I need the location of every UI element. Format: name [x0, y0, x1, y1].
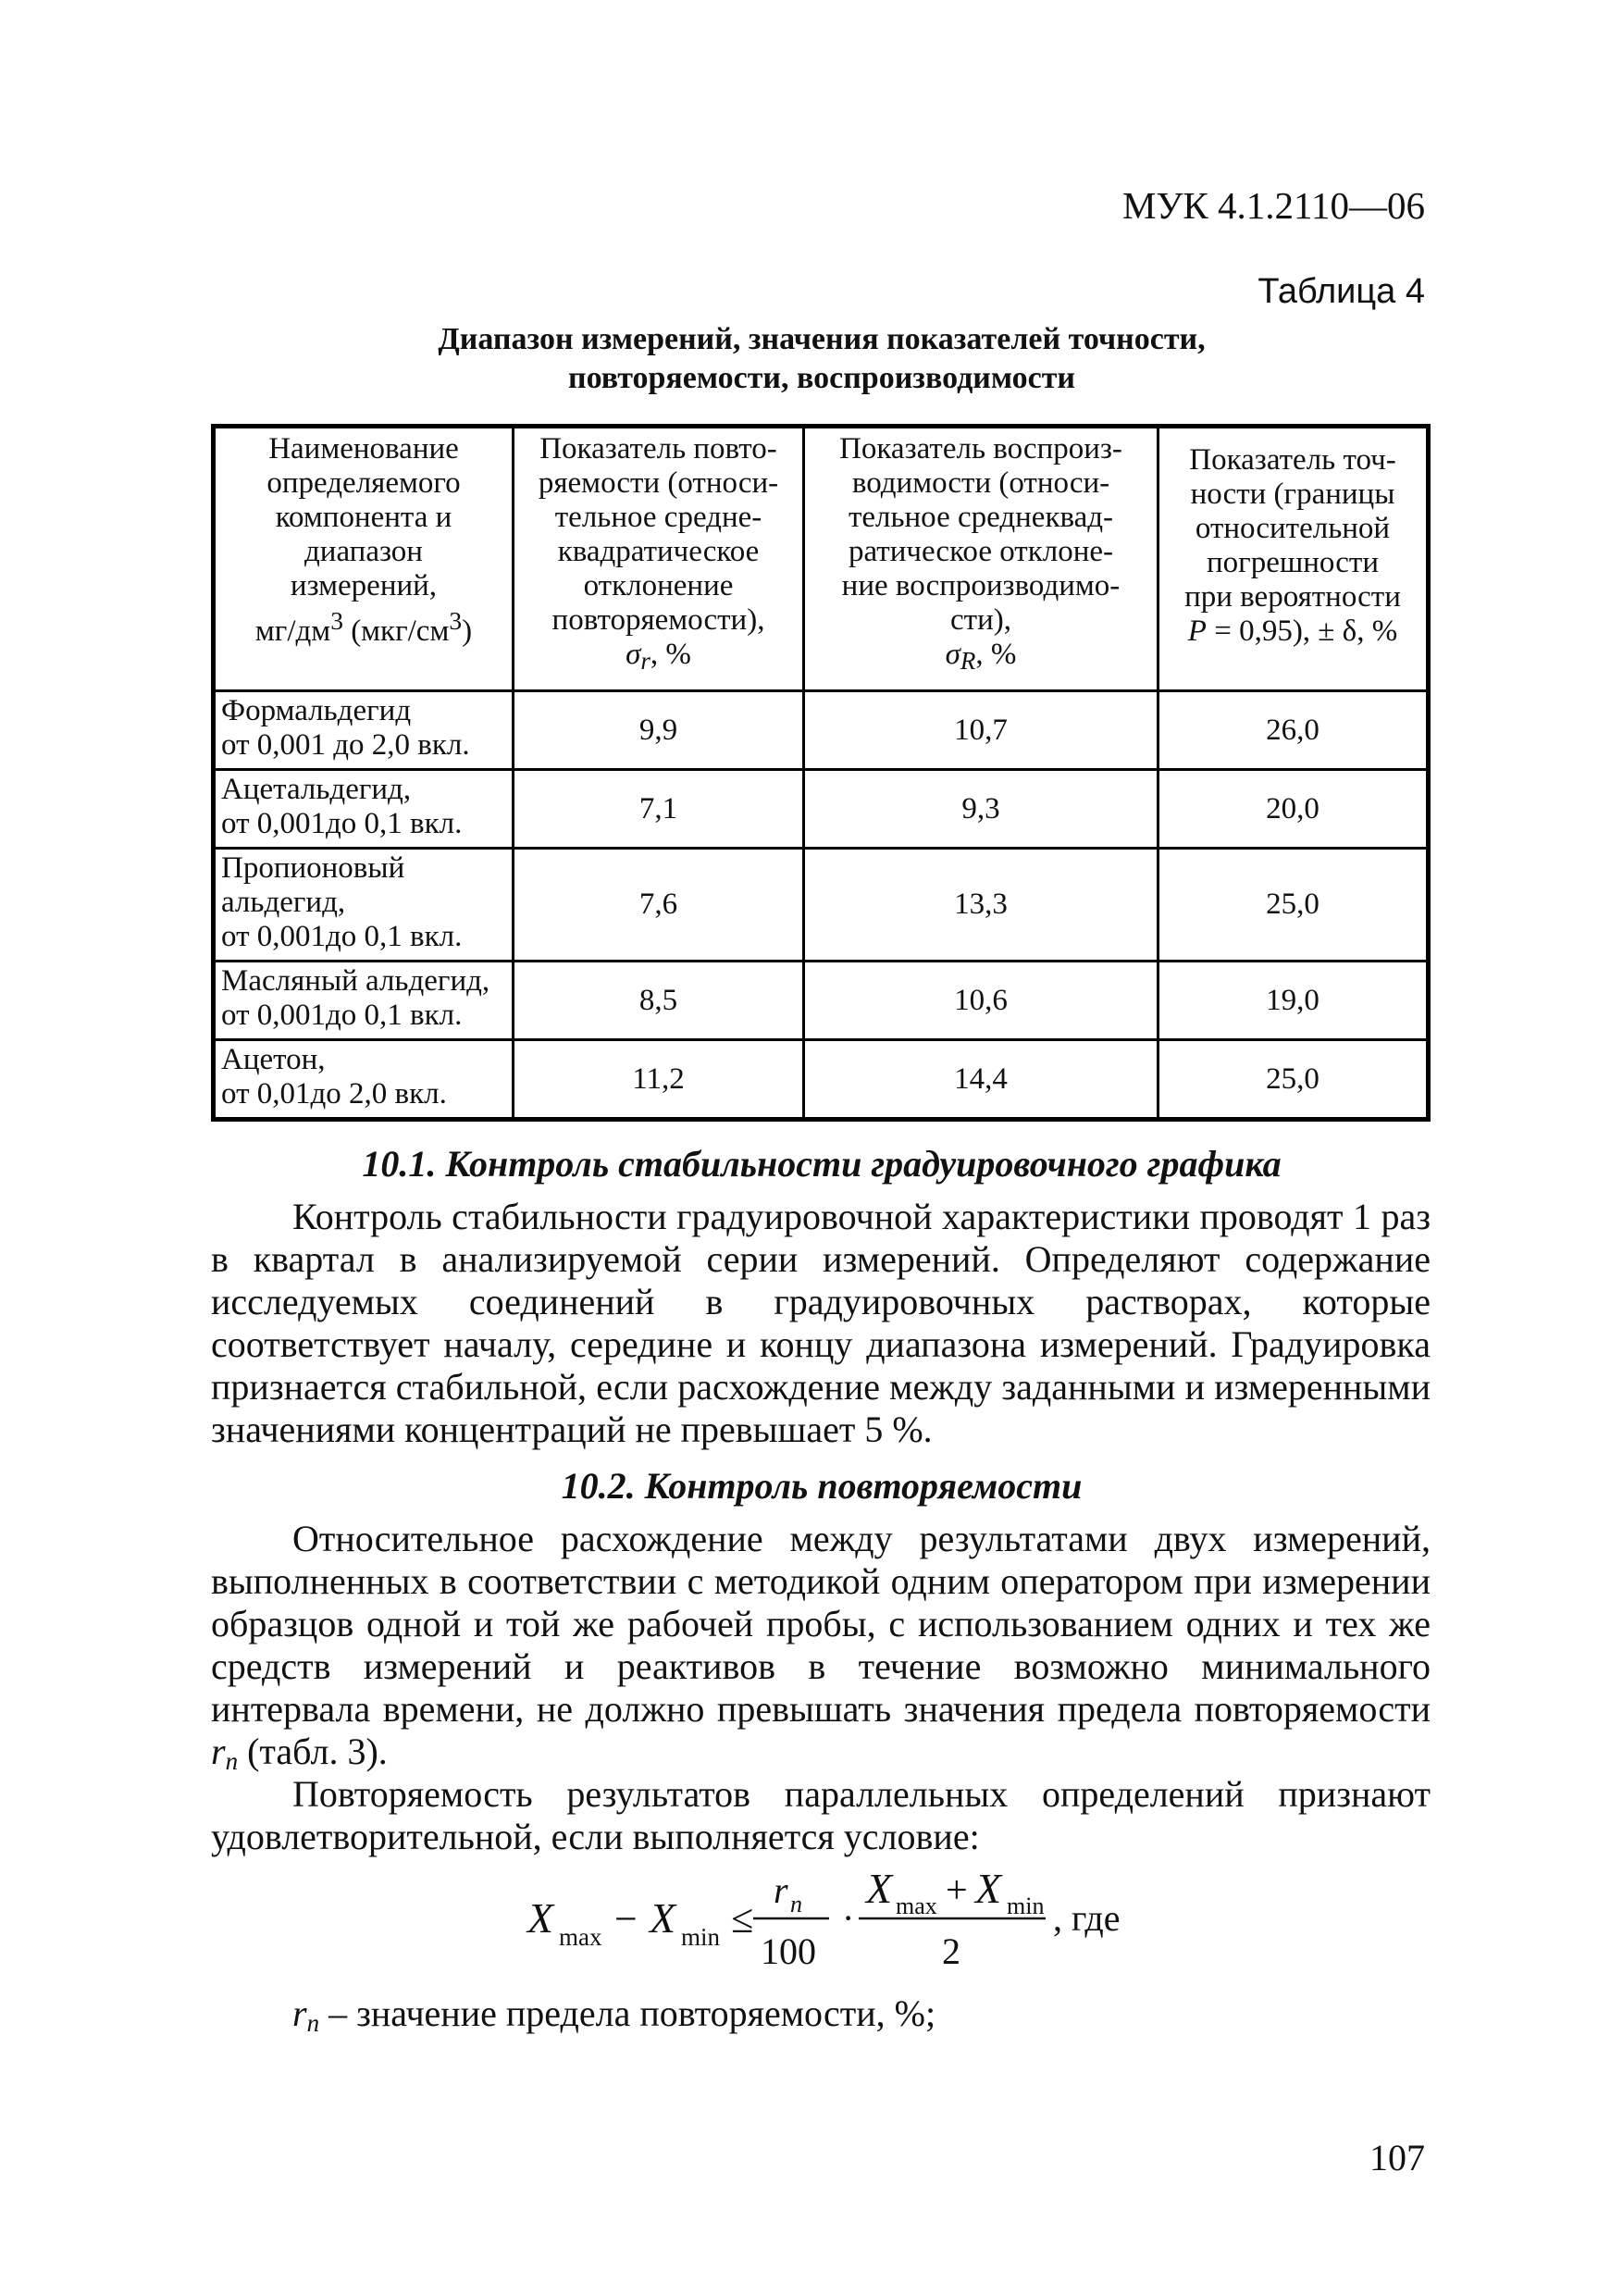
section-10-2-paragraph-1: Относительное расхождение между результатами двух измерений, выполненных в соответствии с методикой одним оператором при измерении образцов одной и той же рабочей пробы, с использованием одних и тех же средств измерений и реактивов в течение возможно минимального интервала времени, не должно превышать значения предела повторяемости $r_n$ (табл. 3). — [211, 1518, 1431, 1775]
header-repeatability — [514, 427, 804, 691]
repeatability-cell: 9,9 — [514, 691, 804, 770]
header-line: Показатель точ- — [1189, 443, 1396, 477]
header-line: Наименование — [268, 432, 459, 465]
header-accuracy — [1158, 427, 1429, 691]
header-line: ности (границы — [1190, 478, 1395, 511]
header-line: при вероятности — [1184, 580, 1401, 614]
header-line: Показатель повто- — [539, 432, 777, 465]
section-10-2-paragraph-2: Повторяемость результатов параллельных определений признают удовлетворительной, если выполняется условие: — [211, 1773, 1431, 1857]
header-line: сти), — [950, 603, 1011, 637]
component-cell: Ацетальдегид, от 0,001до 0,1 вкл. — [214, 770, 514, 849]
table-row — [214, 1040, 1429, 1120]
header-line: тельное средне- — [554, 501, 762, 534]
header-component — [214, 427, 514, 691]
header-line: относительной — [1195, 512, 1391, 545]
reproducibility-cell: 14,4 — [804, 1040, 1158, 1120]
accuracy-cell: 25,0 — [1158, 1040, 1429, 1120]
reproducibility-cell: 10,7 — [804, 691, 1158, 770]
formula-legend: $r_n$ – значение предела повторяемости, %; — [292, 1992, 936, 2037]
document-code: МУК 4.1.2110—06 — [1121, 184, 1425, 227]
formula-denominator-2: 2 — [942, 1930, 960, 1972]
table-title-line-2: повторяемости, воспроизводимости — [567, 361, 1075, 395]
accuracy-cell: 19,0 — [1158, 962, 1429, 1040]
header-line: определяемого — [266, 466, 461, 500]
section-10-1-paragraph: Контроль стабильности градуировочной характеристики проводят 1 раз в квартал в анализируемой серии измерений. Определяют содержание исследуемых соединений в градуировочных растворах, которые соответствует началу, середине и концу диапазона измерений. Градуировка признается стабильной, если расхождение между заданными и измеренными значениями концентраций не превышает 5 %. — [211, 1196, 1431, 1450]
reproducibility-cell: 13,3 — [804, 849, 1158, 962]
header-symbol-line: $\sigma_R$, % — [945, 638, 1017, 675]
header-line: ние воспроизводимо- — [841, 569, 1121, 602]
component-cell: Ацетон, от 0,01до 2,0 вкл. — [214, 1040, 514, 1120]
header-line: водимости (относи- — [851, 466, 1110, 500]
accuracy-table — [211, 424, 1431, 1122]
header-line: квадратическое — [557, 535, 760, 568]
table-row — [214, 962, 1429, 1040]
header-line: ряемости (относи- — [538, 466, 779, 500]
header-probability-line: P = 0,95), ± δ, % — [1187, 614, 1398, 648]
formula-suffix: , где — [1053, 1897, 1121, 1939]
repeatability-cell: 7,1 — [514, 770, 804, 849]
page-number: 107 — [1369, 2137, 1425, 2178]
table-title-line-1: Диапазон измерений, значения показателей точности, — [438, 322, 1206, 356]
component-cell: Масляный альдегид, от 0,001до 0,1 вкл. — [214, 962, 514, 1040]
section-10-1-heading: 10.1. Контроль стабильности градуировочного графика — [362, 1143, 1282, 1185]
formula-plus: + — [946, 1869, 968, 1912]
header-line: отклонение — [583, 569, 734, 602]
formula-num-sub-min: min — [1007, 1893, 1045, 1919]
header-line: тельное среднеквад- — [848, 501, 1114, 534]
component-cell: Формальдегид от 0,001 до 2,0 вкл. — [214, 691, 514, 770]
repeatability-cell: 11,2 — [514, 1040, 804, 1120]
header-line: измерений, — [290, 569, 438, 602]
header-line: ратическое отклоне- — [848, 535, 1114, 568]
formula-minus: − — [614, 1896, 638, 1942]
table-row — [214, 691, 1429, 770]
formula-sub-max: max — [559, 1923, 602, 1951]
header-symbol-line: $\sigma_r$, % — [626, 638, 691, 675]
formula-x-max: X — [527, 1894, 554, 1942]
table-number: Таблица 4 — [1258, 272, 1425, 311]
header-line: диапазон — [304, 535, 423, 568]
formula-r-sub: n — [790, 1891, 802, 1917]
formula-sub-min: min — [681, 1923, 721, 1951]
table-title — [211, 320, 1432, 398]
formula-num-x-min: X — [975, 1865, 1002, 1912]
repeatability-cell: 7,6 — [514, 849, 804, 962]
accuracy-cell: 26,0 — [1158, 691, 1429, 770]
header-line: погрешности — [1207, 546, 1379, 579]
header-line: повторяемости), — [551, 603, 765, 637]
formula-x-min: X — [650, 1894, 676, 1942]
header-unit-line: $мг/дм^3$ $(мкг/см^3)$ — [254, 606, 473, 648]
accuracy-cell: 20,0 — [1158, 770, 1429, 849]
component-cell: Пропионовый альдегид, от 0,001до 0,1 вкл. — [214, 849, 514, 962]
table-row — [214, 849, 1429, 962]
header-line: компонента и — [275, 501, 452, 534]
table-row — [214, 770, 1429, 849]
header-reproducibility — [804, 427, 1158, 691]
formula-num-sub-max: max — [896, 1893, 937, 1919]
formula-denominator-100: 100 — [761, 1930, 816, 1972]
repeatability-cell: 8,5 — [514, 962, 804, 1040]
formula-leq: ≤ — [731, 1896, 754, 1942]
formula-r: r — [774, 1869, 788, 1911]
table-header-row — [214, 427, 1429, 691]
section-10-2-heading: 10.2. Контроль повторяемости — [561, 1465, 1083, 1507]
formula-num-x-max: X — [866, 1865, 893, 1912]
header-line: Показатель воспроиз- — [839, 432, 1122, 465]
reproducibility-cell: 9,3 — [804, 770, 1158, 849]
formula-dot: · — [842, 1897, 855, 1939]
repeatability-formula — [518, 1860, 1258, 1980]
accuracy-cell: 25,0 — [1158, 849, 1429, 962]
reproducibility-cell: 10,6 — [804, 962, 1158, 1040]
